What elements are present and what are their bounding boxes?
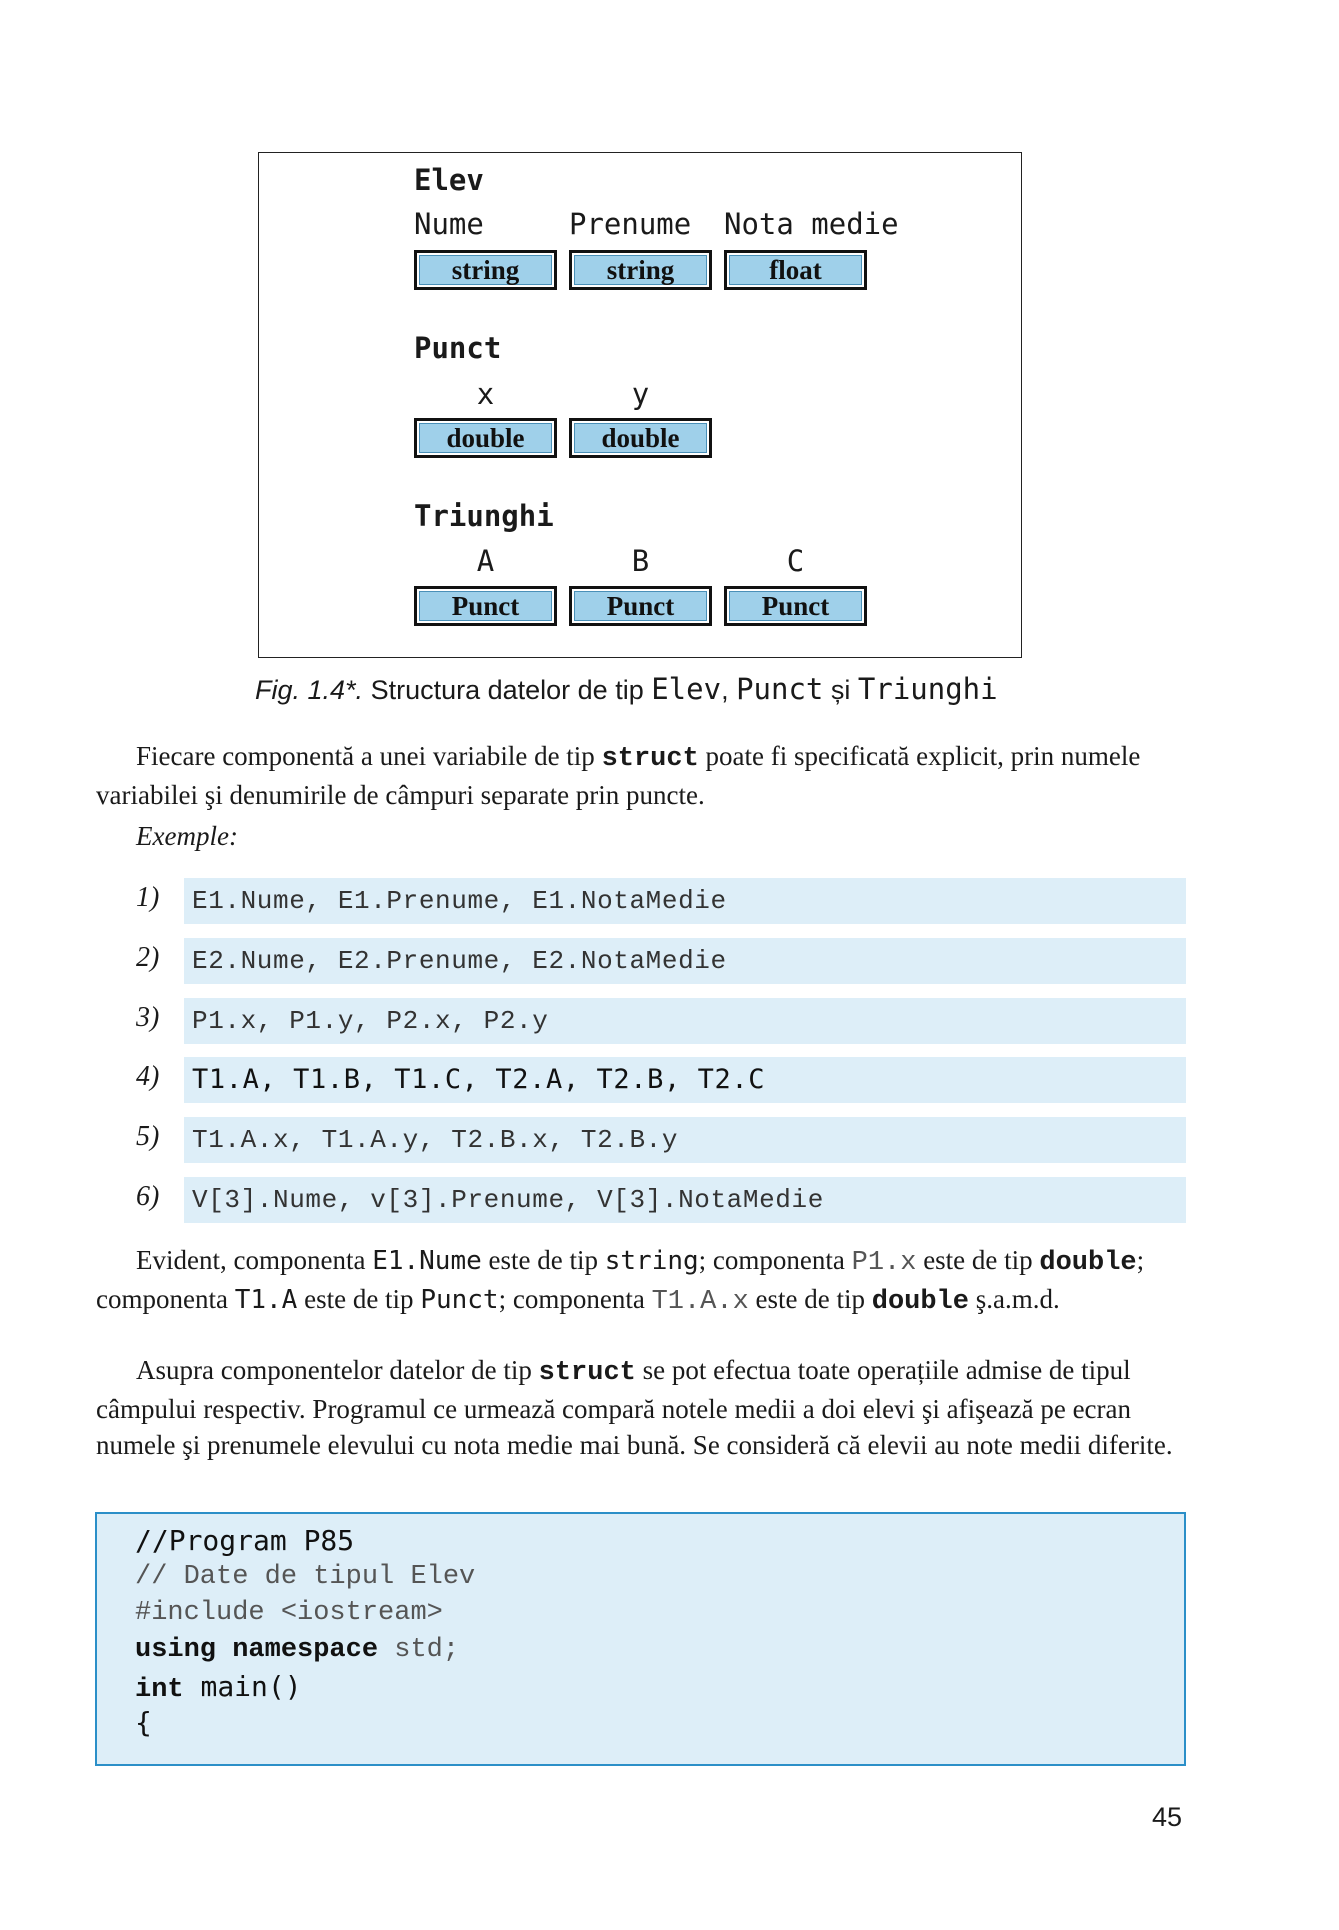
keyword: using namespace <box>135 1635 379 1665</box>
code-line: { <box>135 1706 152 1739</box>
example-number: 2) <box>136 942 160 973</box>
example-code: E2.Nume, E2.Prenume, E2.NotaMedie <box>184 938 1186 984</box>
type-box: double <box>569 418 712 458</box>
text: Evident, componenta <box>136 1245 373 1275</box>
figure-label: x <box>476 377 495 411</box>
type-box: double <box>414 418 557 458</box>
caption-code: Punct <box>736 672 824 706</box>
caption-prefix: Fig. 1.4*. <box>255 675 364 705</box>
text: poate fi specificată explicit, prin numele variabilei şi denumirile de câmpuri separate prin puncte. <box>96 741 1141 810</box>
caption-code: Elev <box>651 672 722 706</box>
example-row <box>96 998 1186 1044</box>
type-box: Punct <box>724 586 867 626</box>
type-box: Punct <box>569 586 712 626</box>
inline-code: E1.Nume <box>372 1246 482 1276</box>
example-row <box>96 1177 1186 1223</box>
code-listing <box>95 1512 1186 1766</box>
text: ; componenta <box>698 1245 852 1275</box>
text: Asupra componentelor datelor de tip <box>136 1355 539 1385</box>
keyword: double <box>1039 1248 1137 1278</box>
inline-code: T1.A <box>234 1285 298 1315</box>
text: ş.a.m.d. <box>968 1284 1060 1314</box>
code-line: //Program P85 <box>135 1524 355 1557</box>
type-box: Punct <box>414 586 557 626</box>
example-row <box>96 878 1186 924</box>
keyword: struct <box>538 1358 636 1388</box>
text: ; componenta <box>96 1245 1145 1314</box>
text: Fiecare componentă a unei variabile de tip <box>136 741 602 771</box>
code-text: main() <box>183 1670 302 1703</box>
code-line <box>135 1635 459 1665</box>
keyword: int <box>135 1675 184 1705</box>
example-number: 6) <box>136 1181 160 1212</box>
figure-title-punct: Punct <box>414 331 502 365</box>
figure-label: y <box>631 377 650 411</box>
caption-text: , <box>721 675 737 705</box>
text: se pot efectua toate operațiile admise de tipul câmpului respectiv. Programul ce urmează compară notele medii a doi elevi şi afişează pe ecran numele şi prenumele elevului cu nota medie mai bună. Se consideră că elevii au note medii diferite. <box>96 1355 1173 1460</box>
figure-label: Prenume <box>569 207 692 241</box>
explanation-paragraph <box>96 1242 1186 1320</box>
figure-caption <box>255 672 998 706</box>
text: este de tip <box>297 1284 421 1314</box>
figure-label: C <box>786 544 805 578</box>
figure-label: B <box>631 544 650 578</box>
example-code: E1.Nume, E1.Prenume, E1.NotaMedie <box>184 878 1186 924</box>
example-code: V[3].Nume, v[3].Prenume, V[3].NotaMedie <box>184 1177 1186 1223</box>
examples-label: Exemple: <box>136 821 238 851</box>
example-code: T1.A.x, T1.A.y, T2.B.x, T2.B.y <box>184 1117 1186 1163</box>
inline-code: T1.A.x <box>651 1287 749 1317</box>
example-code: P1.x, P1.y, P2.x, P2.y <box>184 998 1186 1044</box>
type-box: string <box>569 250 712 290</box>
code-line <box>135 1670 302 1705</box>
keyword: struct <box>601 744 699 774</box>
type-box: float <box>724 250 867 290</box>
intro-paragraph <box>96 738 1186 813</box>
inline-code: Punct <box>420 1285 499 1315</box>
figure-label: Nume <box>414 207 484 241</box>
code-line: #include <iostream> <box>135 1598 443 1628</box>
text: este de tip <box>748 1284 872 1314</box>
figure-title-triunghi: Triunghi <box>414 499 554 533</box>
figure-title-elev: Elev <box>414 163 484 197</box>
text: ; componenta <box>498 1284 652 1314</box>
example-code: T1.A, T1.B, T1.C, T2.A, T2.B, T2.C <box>184 1057 1186 1103</box>
page-number: 45 <box>1152 1802 1183 1832</box>
inline-code: P1.x <box>851 1248 917 1278</box>
inline-code: string <box>604 1246 699 1276</box>
example-number: 3) <box>136 1002 160 1033</box>
program-description-paragraph <box>96 1352 1186 1463</box>
caption-code: Triunghi <box>857 672 998 706</box>
figure-label: Nota medie <box>724 207 899 241</box>
keyword: double <box>871 1287 969 1317</box>
example-row <box>96 1057 1186 1103</box>
text: este de tip <box>481 1245 605 1275</box>
code-text: std; <box>378 1635 460 1665</box>
example-number: 1) <box>136 882 160 913</box>
figure-label: A <box>476 544 495 578</box>
example-number: 4) <box>136 1061 160 1092</box>
example-row <box>96 1117 1186 1163</box>
caption-text: Structura datelor de tip <box>363 675 652 705</box>
structure-figure <box>258 152 1022 658</box>
text: este de tip <box>916 1245 1040 1275</box>
example-number: 5) <box>136 1121 160 1152</box>
example-row <box>96 938 1186 984</box>
caption-text: și <box>823 675 858 705</box>
type-box: string <box>414 250 557 290</box>
code-line: // Date de tipul Elev <box>135 1562 476 1592</box>
